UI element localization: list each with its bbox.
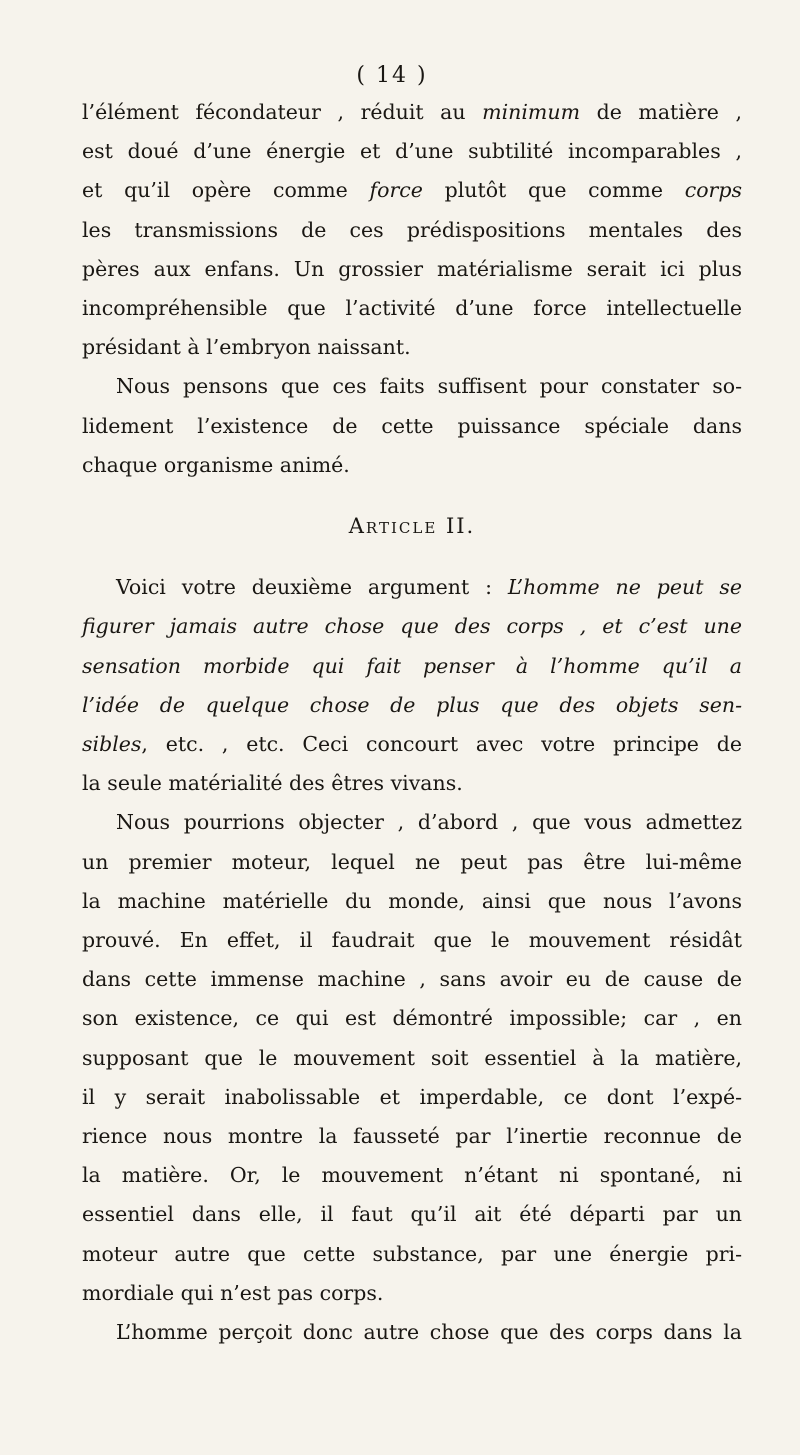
text-line: son existence, ce qui est démontré impossible; car , en — [82, 1006, 742, 1031]
italic-quote-line: figurer jamais autre chose que des corps , et c’est une — [82, 614, 742, 639]
text-line: la seule matérialité des êtres vivans. — [82, 771, 463, 796]
text-line: dans cette immense machine , sans avoir eu de cause de — [82, 967, 742, 992]
text-line: sibles, etc. , etc. Ceci concourt avec votre principe de — [82, 732, 742, 757]
text-line: l’élément fécondateur , réduit au minimum de matière , — [82, 100, 742, 124]
text-line: essentiel dans elle, il faut qu’il ait été départi par un — [82, 1202, 742, 1227]
italic-word: corps — [684, 178, 742, 203]
text-line: pères aux enfans. Un grossier matérialisme serait ici plus — [82, 256, 742, 281]
text-line: rience nous montre la fausseté par l’inertie reconnue de — [82, 1124, 742, 1149]
italic-word: minimum — [482, 100, 581, 124]
paragraph-3 — [82, 568, 742, 803]
italic-quote-line: l’idée de quelque chose de plus que des objets sen- — [82, 692, 742, 717]
text-line: et qu’il opère comme force plutôt que comme corps — [82, 178, 742, 203]
paragraph-5 — [82, 1313, 742, 1352]
page-number: ( 14 ) — [356, 63, 428, 88]
text-line: un premier moteur, lequel ne peut pas être lui-même — [82, 849, 742, 874]
text-line: présidant à l’embryon naissant. — [82, 335, 411, 360]
text-line: moteur autre que cette substance, par une énergie pri- — [82, 1241, 742, 1266]
text-line: incompréhensible que l’activité d’une force intellectuelle — [82, 296, 742, 321]
text-line: Nous pensons que ces faits suffisent pour constater so- — [116, 374, 742, 399]
italic-quote: sibles — [82, 732, 142, 757]
text-line: les transmissions de ces prédispositions mentales des — [82, 217, 742, 242]
body-text — [82, 93, 742, 1352]
paragraph-4 — [82, 803, 742, 1313]
text-line: est doué d’une énergie et d’une subtilité incomparables , — [82, 139, 742, 164]
text-line: mordiale qui n’est pas corps. — [82, 1280, 384, 1305]
text-line: lidement l’existence de cette puissance spéciale dans — [82, 413, 742, 438]
section-heading: Article II. — [348, 514, 476, 539]
italic-word: force — [369, 178, 423, 203]
text-line: prouvé. En effet, il faudrait que le mouvement résidât — [82, 928, 742, 953]
italic-quote: L’homme ne peut se — [507, 575, 742, 600]
text-line: chaque organisme animé. — [82, 452, 350, 477]
paragraph-1 — [82, 93, 742, 367]
text-line: il y serait inabolissable et imperdable, ce dont l’expé- — [82, 1084, 742, 1109]
text-line: supposant que le mouvement soit essentiel à la matière, — [82, 1045, 742, 1070]
italic-quote-line: sensation morbide qui fait penser à l’homme qu’il a — [82, 653, 742, 678]
text-line: la machine matérielle du monde, ainsi que nous l’avons — [82, 888, 742, 913]
text-line: Nous pourrions objecter , d’abord , que vous admettez — [116, 810, 742, 835]
text-line: la matière. Or, le mouvement n’étant ni spontané, ni — [82, 1163, 742, 1188]
text-line: L’homme perçoit donc autre chose que des corps dans la — [116, 1320, 742, 1345]
paragraph-2 — [82, 367, 742, 485]
text-line: Voici votre deuxième argument : L’homme ne peut se — [116, 575, 742, 600]
